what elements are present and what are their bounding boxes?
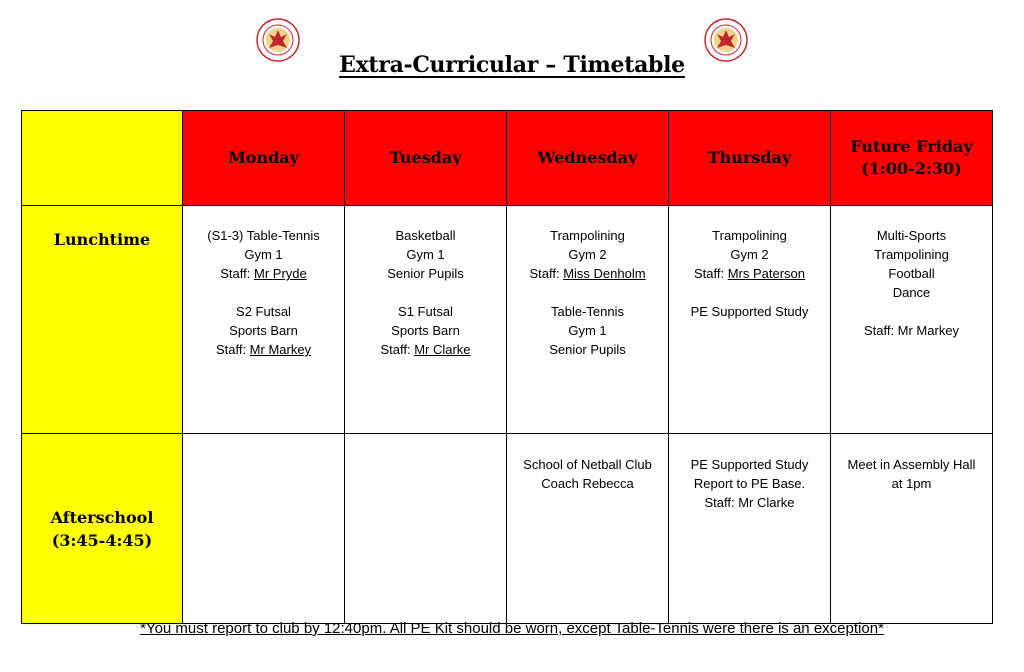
activity: Trampolining (874, 247, 949, 262)
after-monday (183, 434, 345, 624)
venue: Gym 2 (730, 247, 769, 262)
activity: Trampolining (550, 228, 625, 243)
activity: Multi-Sports (876, 228, 947, 243)
activity: S2 Futsal (236, 304, 291, 319)
lunch-monday (183, 206, 345, 434)
activity: Basketball (395, 228, 456, 243)
staff: Staff: Mr Pryde (220, 266, 307, 281)
venue: Gym 2 (568, 247, 607, 262)
footer-note: *You must report to club by 12:40pm. All PE Kit should be worn, except Table-Tennis were there is an exception* (140, 620, 884, 637)
lunch-friday (831, 206, 993, 434)
activity: Football (888, 266, 935, 281)
staff: Staff: Mr Clarke (380, 342, 471, 357)
row-label-lunchtime: Lunchtime (22, 206, 183, 434)
instruction: at 1pm (891, 476, 932, 491)
activity: PE Supported Study (690, 304, 809, 319)
supervision: Senior Pupils (549, 342, 626, 357)
lunch-wednesday (507, 206, 669, 434)
instruction: Meet in Assembly Hall (847, 457, 976, 472)
activity: PE Supported Study (690, 457, 809, 472)
header-wednesday: Wednesday (507, 111, 669, 206)
activity: S1 Futsal (398, 304, 453, 319)
row-label-afterschool: Afterschool (3:45-4:45) (22, 434, 183, 624)
staff: Staff: Mr Clarke (704, 495, 795, 510)
header-future-friday: Future Friday (1:00-2:30) (831, 111, 993, 206)
staff: Staff: Mr Markey (215, 342, 312, 357)
venue: Gym 1 (568, 323, 607, 338)
after-tuesday (345, 434, 507, 624)
venue: Gym 1 (406, 247, 445, 262)
lunch-tuesday (345, 206, 507, 434)
after-friday (831, 434, 993, 624)
lunch-thursday (669, 206, 831, 434)
venue: Gym 1 (244, 247, 283, 262)
venue: Sports Barn (391, 323, 460, 338)
page-title: Extra-Curricular – Timetable (339, 52, 685, 78)
after-thursday (669, 434, 831, 624)
activity: (S1-3) Table-Tennis (207, 228, 320, 243)
after-wednesday (507, 434, 669, 624)
activity: School of Netball Club (523, 457, 652, 472)
header-monday: Monday (183, 111, 345, 206)
corner-cell (22, 111, 183, 206)
staff: Staff: Miss Denholm (529, 266, 646, 281)
activity: Trampolining (712, 228, 787, 243)
timetable (21, 110, 993, 624)
header-tuesday: Tuesday (345, 111, 507, 206)
staff: Staff: Mrs Paterson (693, 266, 806, 281)
staff: Staff: Mr Markey (863, 323, 960, 338)
activity: Dance (892, 285, 931, 300)
supervision: Senior Pupils (387, 266, 464, 281)
header-thursday: Thursday (669, 111, 831, 206)
coach: Coach Rebecca (541, 476, 634, 491)
instruction: Report to PE Base. (693, 476, 806, 491)
venue: Sports Barn (229, 323, 298, 338)
activity: Table-Tennis (551, 304, 624, 319)
